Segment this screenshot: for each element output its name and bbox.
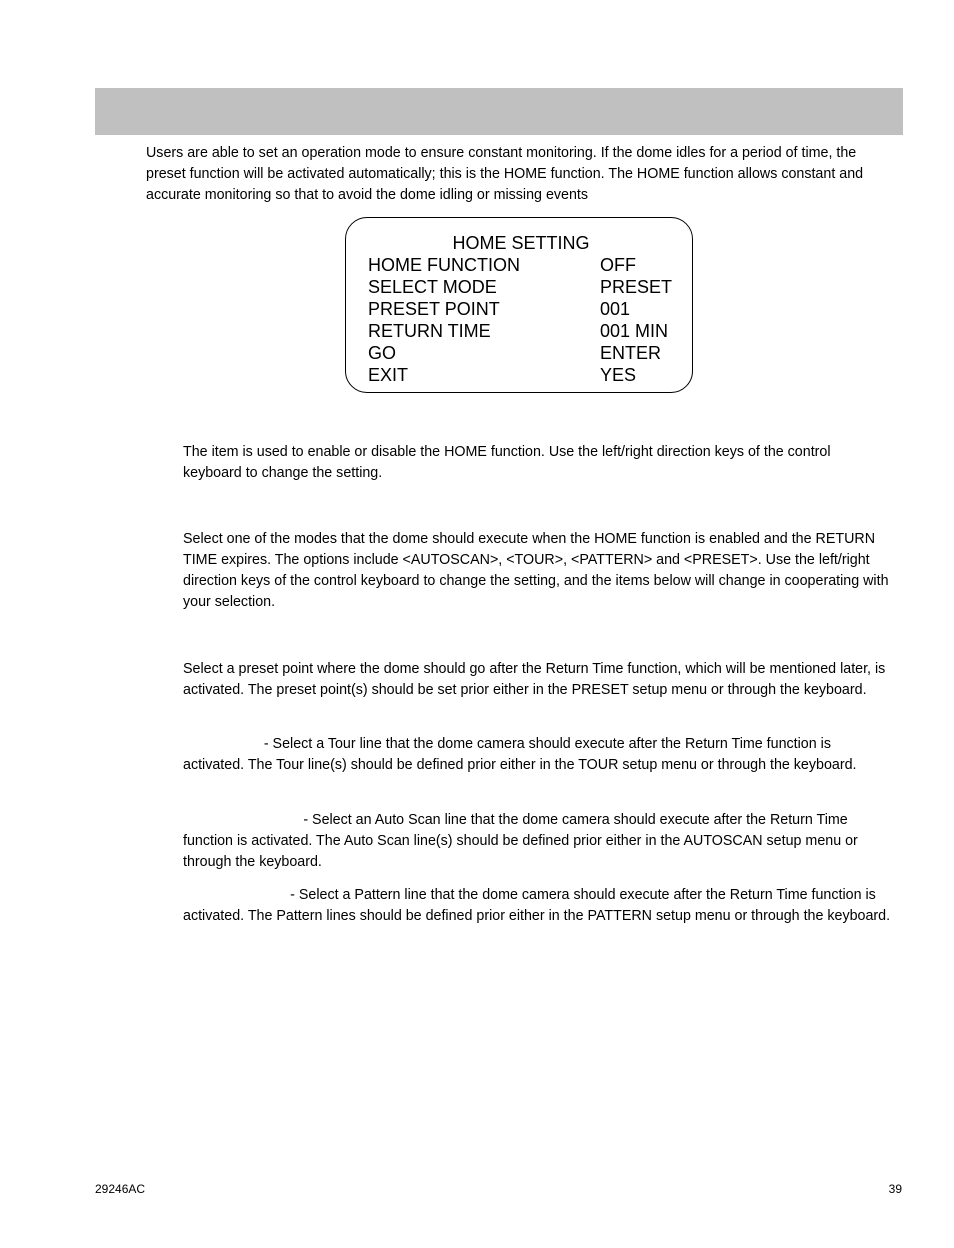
- pattern-line-description: - Select a Pattern line that the dome camera should execute after the Return Time function is activated. The Pattern lines should be defined prior either in the PATTERN setup menu or through the keyboard.: [183, 886, 891, 924]
- section-header-bar: [95, 88, 903, 135]
- menu-row-value: PRESET: [600, 277, 673, 297]
- home-setting-menu: [345, 217, 693, 393]
- menu-row-value: 001 MIN: [600, 321, 669, 341]
- menu-row-value: 001: [600, 299, 631, 319]
- menu-row-label: HOME FUNCTION: [368, 255, 520, 275]
- page-number: 39: [888, 1182, 902, 1196]
- home-function-description: The item is used to enable or disable the HOME function. Use the left/right direction keys of the control keyboard to change the setting.: [183, 443, 831, 481]
- tour-line-description: - Select a Tour line that the dome camera should execute after the Return Time function is activated. The Tour line(s) should be defined prior either in the TOUR setup menu or through the keyboard.: [183, 735, 857, 773]
- menu-row-label: EXIT: [368, 365, 409, 385]
- autoscan-line-description: - Select an Auto Scan line that the dome camera should execute after the Return Time function is activated. The Auto Scan line(s) should be defined prior either in the AUTOSCAN setup menu or through the keyboard.: [183, 811, 858, 870]
- menu-row-label: PRESET POINT: [368, 299, 500, 319]
- menu-row-label: SELECT MODE: [368, 277, 497, 297]
- preset-point-description: Select a preset point where the dome should go after the Return Time function, which will be mentioned later, is activated. The preset point(s) should be set prior either in the PRESET setup menu or through the keyboard.: [183, 660, 886, 698]
- menu-row-value: YES: [600, 365, 637, 385]
- intro-paragraph: Users are able to set an operation mode to ensure constant monitoring. If the dome idles for a period of time, the preset function will be activated automatically; this is the HOME function. The HOME function allows constant and accurate monitoring so that to avoid the dome idling or missing events: [146, 144, 864, 203]
- select-mode-description: Select one of the modes that the dome should execute when the HOME function is enabled and the RETURN TIME expires. The options include <AUTOSCAN>, <TOUR>, <PATTERN> and <PRESET>. Use the left/right direction keys of the control keyboard to change the setting, and the items below will change in cooperating with your selection.: [183, 530, 889, 610]
- menu-row-value: OFF: [600, 255, 636, 275]
- menu-title: HOME SETTING: [452, 233, 590, 253]
- menu-row-label: RETURN TIME: [368, 321, 491, 341]
- menu-row-value: ENTER: [600, 343, 662, 363]
- menu-row-label: GO: [368, 343, 397, 363]
- document-number: 29246AC: [95, 1182, 146, 1196]
